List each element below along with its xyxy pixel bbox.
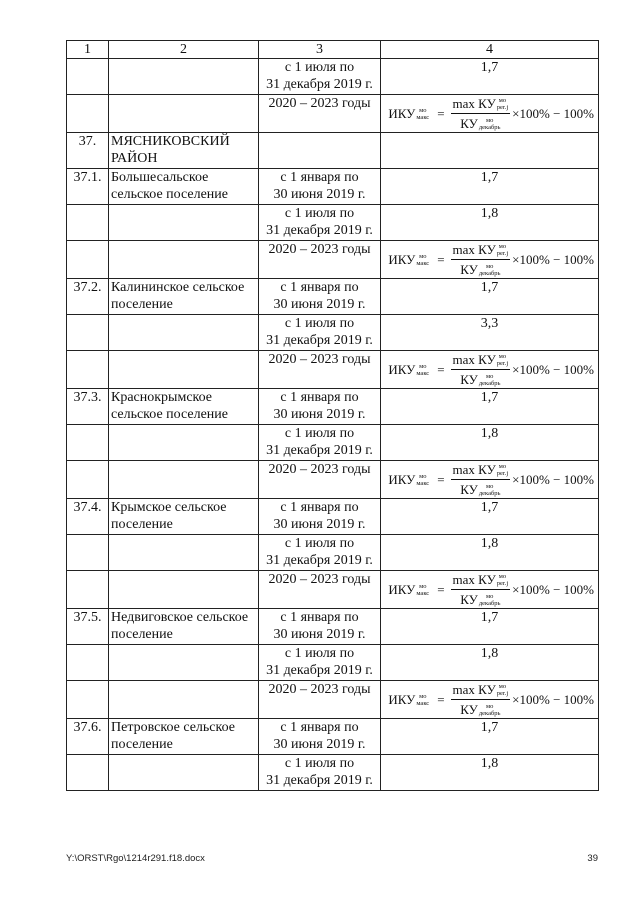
formula-num-sup: мо [498,682,507,690]
period-line: с 1 июля по [284,316,355,331]
formula-den-symbol: КУ [460,116,478,131]
formula-numerator [451,461,511,480]
formula-rest: ×100% − 100% [512,472,594,487]
formula-den-symbol: КУ [460,372,478,387]
formula-num-sub: per.j [496,359,509,367]
table-row [67,389,599,425]
formula-lhs-sub: макс [416,589,430,597]
table-row [67,609,599,645]
formula-den-sub: декабрь [478,489,501,497]
period-cell [259,609,381,645]
page-number: 39 [587,853,598,864]
index-value: 1,7 [381,499,599,535]
settlement-name [109,461,259,499]
formula-lhs-indices [416,693,429,707]
formula-den-sup: мо [485,372,494,380]
formula-lhs [388,581,429,598]
period-cell: 2020 – 2023 годы [259,461,381,499]
settlement-name: Петровское сельское поселение [109,719,259,755]
formula-rest: ×100% − 100% [512,252,594,267]
formula-lhs-symbol: ИКУ [388,362,416,377]
formula-den-symbol: КУ [460,702,478,717]
period-cell [259,279,381,315]
settlement-name: Недвиговское сельское поселение [109,609,259,645]
formula-lhs-indices [416,253,429,267]
period-line: с 1 июля по [284,536,355,551]
table-row [67,351,599,389]
formula-den-indices [479,263,501,277]
formula-den-sub: декабрь [478,379,501,387]
settlement-name [109,241,259,279]
formula [383,95,596,132]
table-row [67,719,599,755]
formula-numerator [451,351,511,370]
formula-num-symbol: max КУ [452,242,496,257]
index-value: 1,8 [381,425,599,461]
period-line: с 1 июля по [284,646,355,661]
formula-num-sup: мо [498,462,507,470]
formula-lhs-symbol: ИКУ [388,472,416,487]
formula-lhs-sup: мо [419,472,427,480]
formula-lhs-indices [416,363,429,377]
settlement-name [109,59,259,95]
period-cell [259,205,381,241]
formula-lhs-symbol: ИКУ [388,692,416,707]
row-number: 37.1. [67,169,109,205]
row-number [67,681,109,719]
period-line: с 1 января по [280,390,359,405]
formula-num-indices [497,463,508,477]
formula-num-sup: мо [498,96,507,104]
page-footer [66,853,598,864]
formula-den-sub: декабрь [478,709,501,717]
header-cell-1: 1 [67,41,109,59]
period-cell [259,535,381,571]
formula-lhs-sub: макс [416,369,430,377]
index-value: 1,7 [381,719,599,755]
period-line: 30 июня 2019 г. [273,517,366,532]
formula-num-sub: per.j [496,689,509,697]
formula-lhs-sub: макс [416,479,430,487]
formula-den-sup: мо [485,702,494,710]
formula-num-indices [497,243,508,257]
settlement-name: Калининское сельское поселение [109,279,259,315]
formula-rest: ×100% − 100% [512,106,594,121]
formula-rest: ×100% − 100% [512,692,594,707]
formula-num-symbol: max КУ [452,96,496,111]
period-line: с 1 января по [280,280,359,295]
formula-denominator [458,480,502,498]
settlement-name: Крымское сельское поселение [109,499,259,535]
row-number: 37.2. [67,279,109,315]
formula-lhs-symbol: ИКУ [388,582,416,597]
formula-equals: = [437,362,445,377]
formula-num-symbol: max КУ [452,462,496,477]
formula-denominator [458,590,502,608]
row-number [67,95,109,133]
formula-equals: = [437,472,445,487]
formula-rest: ×100% − 100% [512,582,594,597]
formula-den-indices [479,483,501,497]
formula-lhs-sub: макс [416,113,430,121]
row-number: 37.5. [67,609,109,645]
period-line: с 1 января по [280,170,359,185]
period-cell [259,719,381,755]
formula-denominator [458,700,502,718]
formula-num-symbol: max КУ [452,682,496,697]
index-value: 1,8 [381,535,599,571]
period-line: 30 июня 2019 г. [273,407,366,422]
period-line: с 1 июля по [284,426,355,441]
index-value: 3,3 [381,315,599,351]
formula-den-sup: мо [485,482,494,490]
period-cell [259,645,381,681]
period-cell: 2020 – 2023 годы [259,351,381,389]
formula-fraction [451,461,511,498]
period-line: 31 декабря 2019 г. [266,663,373,678]
table-row [67,279,599,315]
row-number [67,535,109,571]
row-number [67,351,109,389]
table-row [67,499,599,535]
formula [383,571,596,608]
row-number [67,461,109,499]
period-cell: 2020 – 2023 годы [259,95,381,133]
formula [383,351,596,388]
table-row [67,169,599,205]
formula-lhs [388,471,429,488]
formula-cell [381,461,599,499]
formula-lhs-symbol: ИКУ [388,106,416,121]
table-row [67,461,599,499]
formula-num-indices [497,573,508,587]
formula-cell [381,95,599,133]
tariff-table [66,40,599,791]
settlement-name [109,571,259,609]
period-line: 31 декабря 2019 г. [266,773,373,788]
table-row [67,315,599,351]
formula-denominator [458,370,502,388]
period-cell: 2020 – 2023 годы [259,681,381,719]
index-value: 1,8 [381,645,599,681]
formula-num-sup: мо [498,352,507,360]
row-number: 37.3. [67,389,109,425]
formula-den-indices [479,703,501,717]
period-line: 31 декабря 2019 г. [266,443,373,458]
formula-num-sub: per.j [496,469,509,477]
formula-lhs-sup: мо [419,106,427,114]
formula-den-indices [479,373,501,387]
formula-fraction [451,241,511,278]
formula-lhs-sub: макс [416,699,430,707]
settlement-name [109,645,259,681]
formula [383,461,596,498]
period-line: с 1 января по [280,500,359,515]
settlement-name [109,95,259,133]
period-cell: 2020 – 2023 годы [259,241,381,279]
period-cell [259,133,381,169]
settlement-name [109,681,259,719]
settlement-name [109,535,259,571]
formula-equals: = [437,106,445,121]
period-cell: 2020 – 2023 годы [259,571,381,609]
row-number [67,755,109,791]
period-cell [259,315,381,351]
formula-numerator [451,95,511,114]
period-line: с 1 января по [280,610,359,625]
index-value: 1,7 [381,609,599,645]
table-row [67,755,599,791]
formula-equals: = [437,252,445,267]
settlement-name [109,351,259,389]
period-cell [259,755,381,791]
formula-fraction [451,351,511,388]
row-number [67,241,109,279]
period-cell [259,499,381,535]
formula-den-sub: декабрь [478,599,501,607]
formula-cell [381,241,599,279]
index-value: 1,7 [381,279,599,315]
period-line: с 1 июля по [284,206,355,221]
formula-lhs-indices [416,473,429,487]
formula-equals: = [437,582,445,597]
row-number [67,571,109,609]
row-number: 37.4. [67,499,109,535]
header-cell-4: 4 [381,41,599,59]
table-row [67,535,599,571]
index-value: 1,7 [381,169,599,205]
formula-num-symbol: max КУ [452,572,496,587]
period-cell [259,425,381,461]
period-line: 30 июня 2019 г. [273,187,366,202]
formula-den-symbol: КУ [460,482,478,497]
period-cell [259,389,381,425]
header-row [67,41,599,59]
period-cell [259,169,381,205]
settlement-name: Краснокрымское сельское поселение [109,389,259,425]
settlement-name [109,205,259,241]
formula-num-indices [497,353,508,367]
formula-num-sup: мо [498,572,507,580]
period-line: с 1 июля по [284,60,355,75]
table-row [67,645,599,681]
formula-denominator [458,260,502,278]
formula-numerator [451,241,511,260]
section-number: 37. [67,133,109,169]
settlement-name: Большесальское сельское поселение [109,169,259,205]
formula-rest: ×100% − 100% [512,362,594,377]
row-number [67,645,109,681]
period-line: 30 июня 2019 г. [273,627,366,642]
formula-den-indices [479,593,501,607]
formula-cell [381,351,599,389]
row-number: 37.6. [67,719,109,755]
header-cell-2: 2 [109,41,259,59]
formula-den-sub: декабрь [478,123,501,131]
formula-num-indices [497,97,508,111]
formula-num-sub: per.j [496,579,509,587]
table-row [67,425,599,461]
formula [383,241,596,278]
table-row [67,241,599,279]
period-line: 30 июня 2019 г. [273,737,366,752]
row-number [67,59,109,95]
formula-fraction [451,681,511,718]
row-number [67,315,109,351]
formula-num-sub: per.j [496,249,509,257]
table-row [67,205,599,241]
settlement-name [109,425,259,461]
section-row [67,133,599,169]
index-value [381,133,599,169]
formula-denominator [458,114,502,132]
formula-lhs [388,361,429,378]
settlement-name [109,755,259,791]
table-row [67,681,599,719]
formula-lhs-symbol: ИКУ [388,252,416,267]
formula-den-symbol: КУ [460,262,478,277]
formula-numerator [451,681,511,700]
period-cell [259,59,381,95]
formula-fraction [451,571,511,608]
formula [383,681,596,718]
period-line: 31 декабря 2019 г. [266,553,373,568]
formula-lhs [388,105,429,122]
formula-lhs [388,691,429,708]
formula-num-indices [497,683,508,697]
period-line: с 1 июля по [284,756,355,771]
formula-den-symbol: КУ [460,592,478,607]
formula-den-sup: мо [485,592,494,600]
row-number [67,425,109,461]
period-line: 30 июня 2019 г. [273,297,366,312]
row-number [67,205,109,241]
formula-lhs-indices [416,107,429,121]
formula-num-sup: мо [498,242,507,250]
formula-lhs-sup: мо [419,362,427,370]
formula-den-indices [479,117,501,131]
formula-num-symbol: max КУ [452,352,496,367]
formula-lhs-sub: макс [416,259,430,267]
table-row [67,95,599,133]
index-value: 1,8 [381,755,599,791]
formula-den-sup: мо [485,262,494,270]
period-line: 31 декабря 2019 г. [266,223,373,238]
period-line: с 1 января по [280,720,359,735]
period-line: 31 декабря 2019 г. [266,77,373,92]
formula-lhs-indices [416,583,429,597]
formula-num-sub: per.j [496,103,509,111]
index-value: 1,7 [381,59,599,95]
table-row [67,59,599,95]
formula-lhs-sup: мо [419,582,427,590]
formula-lhs [388,251,429,268]
formula-cell [381,571,599,609]
formula-numerator [451,571,511,590]
header-cell-3: 3 [259,41,381,59]
district-title: МЯСНИКОВСКИЙ РАЙОН [109,133,259,169]
formula-equals: = [437,692,445,707]
settlement-name [109,315,259,351]
period-line: 31 декабря 2019 г. [266,333,373,348]
file-path: Y:\ORST\Rgo\1214r291.f18.docx [66,853,205,864]
table-row [67,571,599,609]
formula-fraction [451,95,511,132]
index-value: 1,7 [381,389,599,425]
formula-den-sub: декабрь [478,269,501,277]
formula-den-sup: мо [485,116,494,124]
index-value: 1,8 [381,205,599,241]
formula-lhs-sup: мо [419,252,427,260]
formula-lhs-sup: мо [419,692,427,700]
formula-cell [381,681,599,719]
